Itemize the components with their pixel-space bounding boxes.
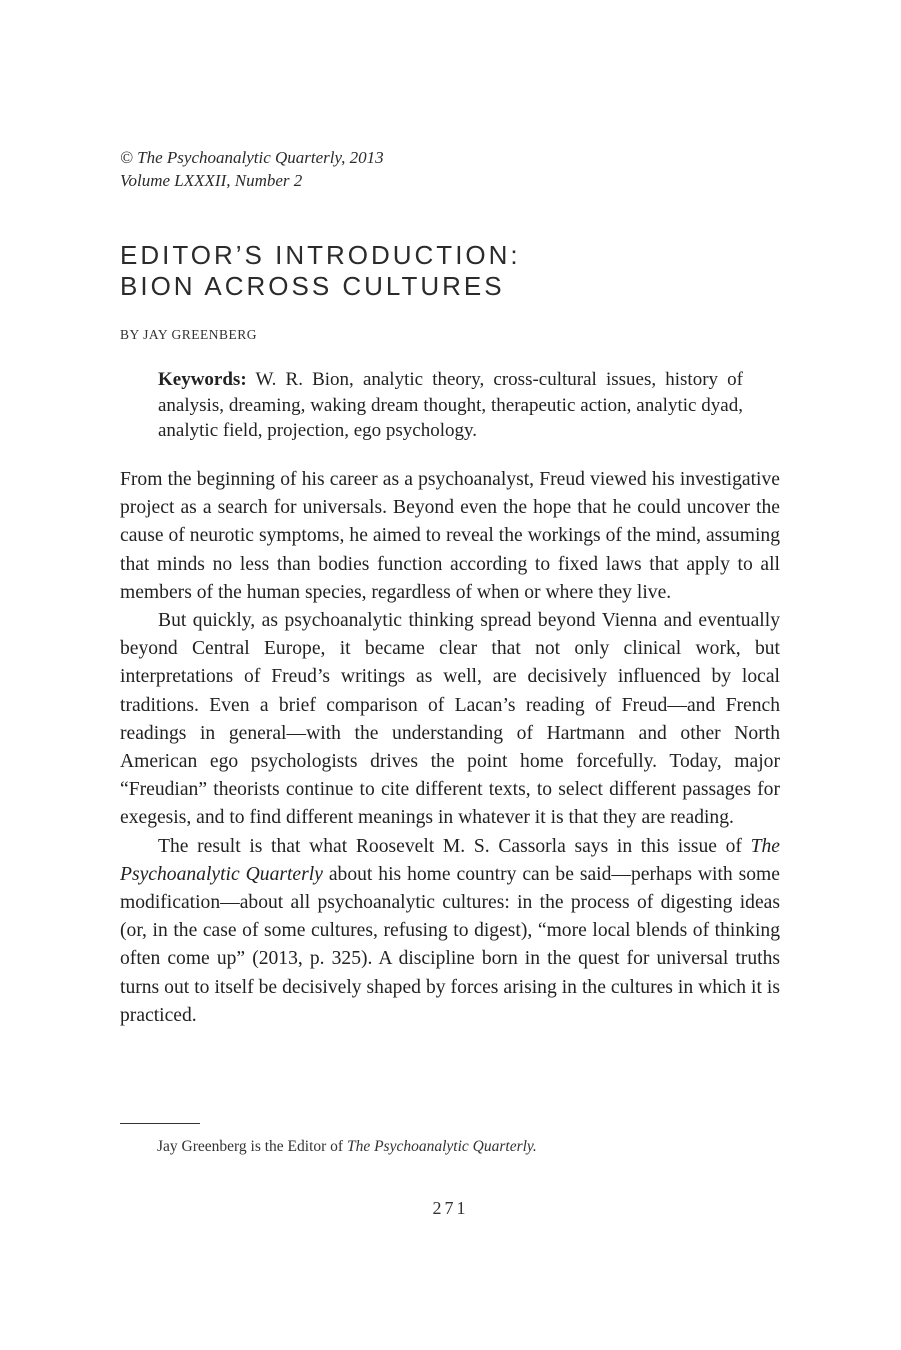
author-byline: BY JAY GREENBERG <box>120 327 258 342</box>
footnote-text: Jay Greenberg is the Editor of <box>157 1138 347 1155</box>
article-title-line-2: BION ACROSS CULTURES <box>120 271 505 301</box>
journal-name-italic: The Psychoanalytic Quarterly <box>120 835 780 885</box>
paragraph-2: But quickly, as psychoanalytic thinking spread beyond Vienna and eventually beyond Central Europe, it became clear that not only clinical work, but interpretations of Freud’s writings as well, are decisively influenced by local traditions. Even a brief comparison of Lacan’s reading of Freud—and French readings in general—with the understanding of Hartmann and other North American ego psychologists drives the point home forcefully. Today, major “Freudian” theorists continue to cite different texts, to select different passages for exegesis, and to find different meanings in whatever it is that they are reading. <box>120 610 780 829</box>
footnote-journal-italic: The Psychoanalytic Quarterly. <box>346 1138 537 1155</box>
keywords-block <box>158 367 743 444</box>
footnote-divider <box>120 1123 200 1124</box>
paragraph-3 <box>120 833 780 1030</box>
page-number: 271 <box>432 1198 469 1218</box>
paragraph-1: From the beginning of his career as a psychoanalyst, Freud viewed his investigative project as a search for universals. Beyond even the hope that he could uncover the cause of neurotic symptoms, he aimed to reveal the workings of the mind, assuming that minds no less than bodies function according to fixed laws that apply to all members of the human species, regardless of when or where they live. <box>120 469 780 603</box>
keywords-label: Keywords: <box>158 369 247 390</box>
article-title <box>120 240 521 302</box>
journal-citation: © The Psychoanalytic Quarterly, 2013 <box>120 148 384 167</box>
article-title-line-1: EDITOR’S INTRODUCTION: <box>120 240 521 270</box>
author-footnote <box>157 1138 537 1156</box>
paragraph-3-text-b: about his home country can be said—perhaps with some modification—about all psychoanalytic cultures: in the process of digesting ideas (or, in the case of some cultures, refusing to digest), “more local blends of thinking often come up” (2013, p. 325). A discipline born in the quest for universal truths turns out to itself be decisively shaped by forces arising in the cultures in which it is practiced. <box>120 863 780 1026</box>
journal-masthead <box>120 146 384 192</box>
volume-number: Volume LXXXII, Number 2 <box>120 171 303 190</box>
keywords-text: W. R. Bion, analytic theory, cross-cultural issues, history of analysis, dreaming, waking dream thought, therapeutic action, analytic dyad, analytic field, projection, ego psychology. <box>158 369 743 441</box>
paragraph-3-text-a: The result is that what Roosevelt M. S. Cassorla says in this issue of <box>158 835 751 857</box>
article-body <box>120 466 780 1030</box>
